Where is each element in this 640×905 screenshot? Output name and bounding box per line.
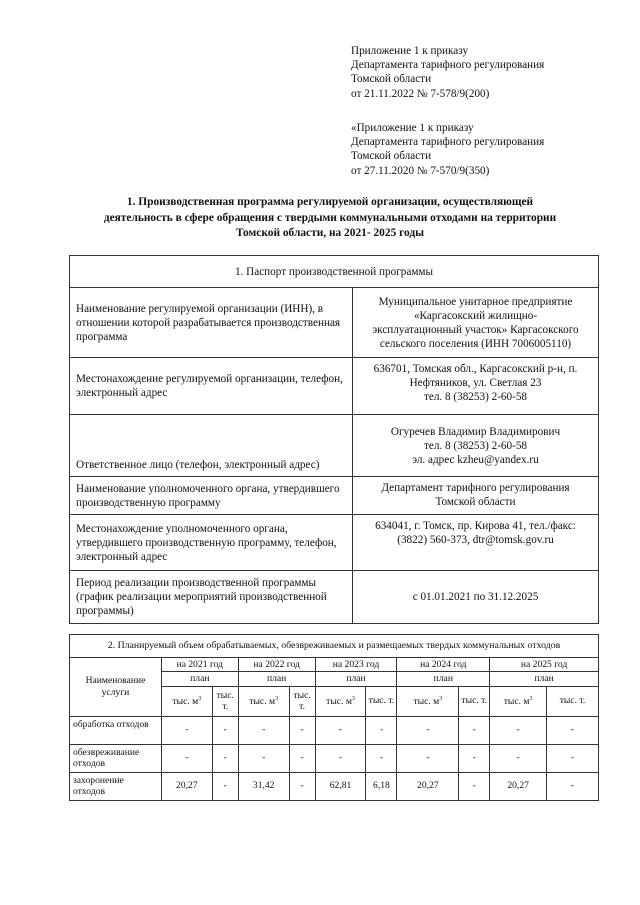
- passport-label: Наименование регулируемой организации (ИНН), в отношении которой разрабатывается производственная программа: [70, 288, 353, 358]
- plan-header: план: [397, 672, 490, 687]
- table-row: [70, 772, 599, 800]
- value-line: 634041, г. Томск, пр. Кирова 41, тел./факс:: [375, 520, 576, 532]
- passport-value: [353, 515, 599, 571]
- passport-label: Местонахождение регулируемой организации, телефон, электронный адрес: [70, 358, 353, 415]
- passport-value: [353, 288, 599, 358]
- volume-title: 2. Планируемый объем обрабатываемых, обезвреживаемых и размещаемых твердых коммунальных отходов: [70, 635, 599, 658]
- value-line: «Каргасокский жилищно-: [413, 309, 538, 322]
- passport-value: [353, 415, 599, 477]
- service-name: обработка отходов: [70, 716, 162, 744]
- unit-t-header: тыс. т.: [289, 686, 315, 716]
- passport-row: [70, 415, 599, 477]
- value-cell: -: [397, 744, 459, 772]
- value-cell: 20,27: [397, 772, 459, 800]
- value-cell: -: [212, 716, 238, 744]
- value-line: с 01.01.2021 по 31.12.2025: [412, 591, 539, 603]
- unit-m3-header: тыс. $м^3$: [315, 686, 366, 716]
- value-line: (3822) 560-373, dtr@tomsk.gov.ru: [397, 534, 554, 546]
- unit-m3-header: тыс. $м^3$: [490, 686, 547, 716]
- value-cell: -: [212, 772, 238, 800]
- value-line: Огуречев Владимир Владимирович: [390, 425, 561, 438]
- passport-table: [69, 255, 599, 624]
- passport-value: [353, 477, 599, 515]
- value-line: Департамент тарифного регулирования: [381, 482, 570, 494]
- value-cell: -: [459, 772, 490, 800]
- header-line: Департамента тарифного регулирования: [351, 59, 545, 72]
- value-cell: -: [366, 716, 397, 744]
- plan-header: план: [238, 672, 315, 687]
- title-line: 1. Производственная программа регулируемой организации, осуществляющей: [126, 196, 534, 208]
- document-title: [60, 195, 600, 242]
- header-line: Томской области: [351, 73, 432, 86]
- year-header: на 2025 год: [490, 657, 599, 672]
- plan-header: план: [490, 672, 599, 687]
- passport-row: [70, 515, 599, 571]
- table-row: [70, 716, 599, 744]
- title-line: деятельность в сфере обращения с твердыми коммунальными отходами на территории: [103, 211, 557, 224]
- passport-row: [70, 477, 599, 515]
- value-cell: -: [238, 716, 289, 744]
- value-line: сельского поселения (ИНН 7006005110): [379, 337, 572, 350]
- unit-m3-header: тыс. $м^3$: [161, 686, 212, 716]
- value-cell: 20,27: [161, 772, 212, 800]
- value-line: эл. адрес kzheu@yandex.ru: [412, 453, 539, 466]
- value-cell: -: [289, 772, 315, 800]
- passport-value: [353, 358, 599, 415]
- value-cell: -: [397, 716, 459, 744]
- passport-row: [70, 571, 599, 624]
- header-line: от 21.11.2022 № 7-578/9(200): [351, 87, 490, 100]
- value-cell: -: [547, 716, 599, 744]
- value-cell: -: [212, 744, 238, 772]
- value-cell: -: [547, 744, 599, 772]
- unit-t-header: тыс. т.: [547, 686, 599, 716]
- value-cell: -: [547, 772, 599, 800]
- value-line: Нефтяников, ул. Светлая 23: [409, 377, 542, 389]
- value-cell: -: [315, 744, 366, 772]
- original-approval-header: [351, 121, 544, 178]
- year-header: на 2021 год: [161, 657, 238, 672]
- passport-row: [70, 358, 599, 415]
- plan-header: план: [315, 672, 397, 687]
- service-header: Наименование услуги: [70, 657, 162, 716]
- passport-value: [353, 571, 599, 624]
- unit-t-header: тыс. т.: [366, 686, 397, 716]
- title-line: Томской области, на 2021- 2025 годы: [235, 227, 425, 239]
- service-name: захоронение отходов: [70, 772, 162, 800]
- unit-m3-header: тыс. $м^3$: [238, 686, 289, 716]
- value-cell: 62,81: [315, 772, 366, 800]
- value-cell: -: [459, 744, 490, 772]
- unit-t-header: тыс. т.: [459, 686, 490, 716]
- value-cell: -: [315, 716, 366, 744]
- header-line: «Приложение 1 к приказу: [351, 122, 474, 134]
- value-cell: -: [490, 716, 547, 744]
- header-line: от 27.11.2020 № 7-570/9(350): [351, 164, 490, 177]
- passport-label: Наименование уполномоченного органа, утвердившего производственную программу: [70, 477, 353, 515]
- plan-header: план: [161, 672, 238, 687]
- passport-heading-row: [70, 256, 599, 288]
- volume-title-row: [70, 635, 599, 658]
- value-line: 636701, Томская обл., Каргасокский р-н, п.: [373, 363, 578, 375]
- value-cell: 31,42: [238, 772, 289, 800]
- passport-label: Местонахождение уполномоченного органа, утвердившего производственную программу, телефон, электронный адрес: [70, 515, 353, 571]
- header-line: Приложение 1 к приказу: [351, 45, 469, 57]
- value-cell: 20,27: [490, 772, 547, 800]
- value-cell: 6,18: [366, 772, 397, 800]
- value-line: Муниципальное унитарное предприятие: [378, 295, 573, 308]
- value-cell: -: [459, 716, 490, 744]
- value-cell: -: [289, 744, 315, 772]
- year-header: на 2022 год: [238, 657, 315, 672]
- value-line: эксплуатационный участок» Каргасокского: [372, 323, 579, 336]
- value-line: Томской области: [435, 496, 516, 508]
- unit-m3-header: тыс. $м^3$: [397, 686, 459, 716]
- header-line: Департамента тарифного регулирования: [351, 136, 545, 149]
- value-cell: -: [490, 744, 547, 772]
- value-cell: -: [161, 716, 212, 744]
- value-line: тел. 8 (38253) 2-60-58: [423, 391, 528, 403]
- value-cell: -: [366, 744, 397, 772]
- unit-t-header: тыс. т.: [212, 686, 238, 716]
- service-name: обезвреживание отходов: [70, 744, 162, 772]
- header-line: Томской области: [351, 150, 432, 163]
- volume-years-row: [70, 657, 599, 672]
- value-cell: -: [238, 744, 289, 772]
- table-row: [70, 744, 599, 772]
- passport-label: Период реализации производственной программы (график реализации мероприятий производственной программы): [70, 571, 353, 624]
- volume-table: [69, 634, 599, 801]
- passport-heading: 1. Паспорт производственной программы: [70, 256, 599, 288]
- year-header: на 2024 год: [397, 657, 490, 672]
- passport-row: [70, 288, 599, 358]
- value-cell: -: [289, 716, 315, 744]
- approval-header: [351, 44, 544, 101]
- value-cell: -: [161, 744, 212, 772]
- passport-label: Ответственное лицо (телефон, электронный адрес): [70, 415, 353, 477]
- value-line: тел. 8 (38253) 2-60-58: [423, 439, 528, 452]
- year-header: на 2023 год: [315, 657, 397, 672]
